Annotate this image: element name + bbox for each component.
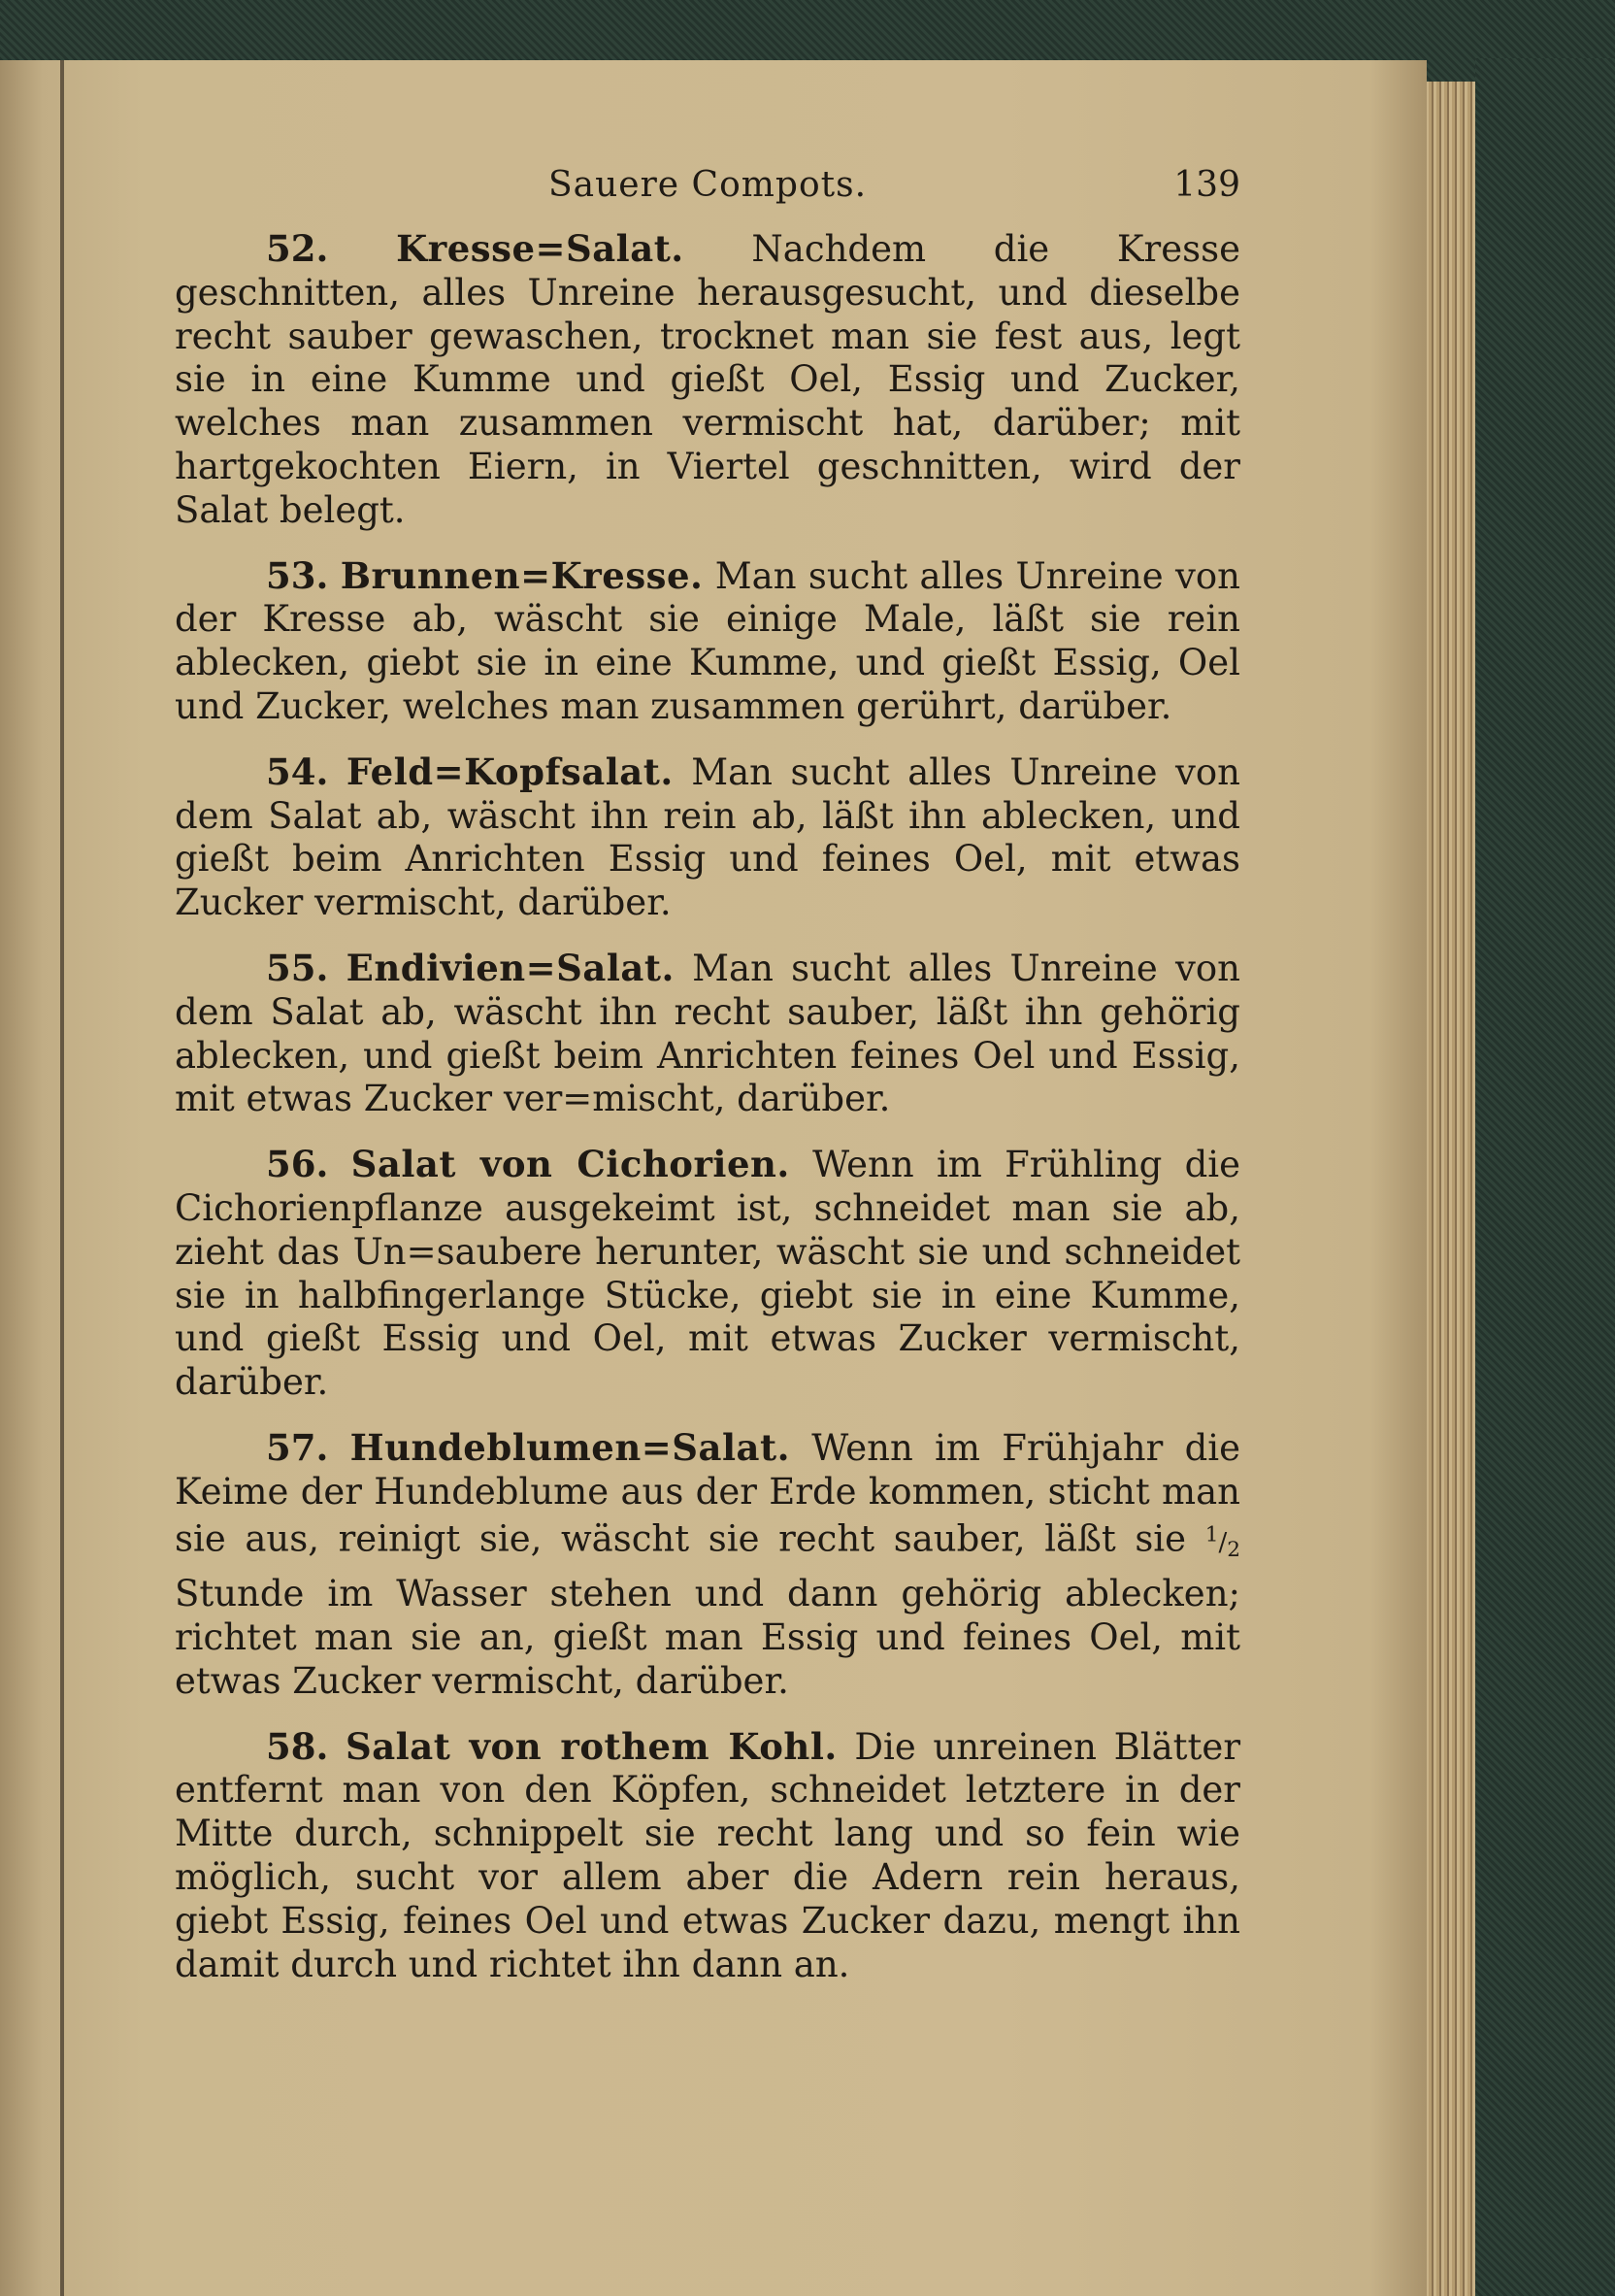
recipe-text: Nachdem die Kresse geschnitten, alles Unreine herausgesucht, und dieselbe recht sauber gewaschen, trocknet man sie fest aus, legt sie in eine Kumme und gießt Oel, Essig und Zucker, welches man zusammen vermischt hat, darüber; mit hartgekochten Eiern, in Viertel geschnitten, wird der Salat belegt. bbox=[175, 228, 1240, 531]
recipe-title: Salat von Cichorien. bbox=[350, 1143, 790, 1186]
recipe-number: 58. bbox=[266, 1724, 329, 1768]
recipe-title: Brunnen=Kresse. bbox=[340, 553, 704, 597]
book-cover-right bbox=[1475, 58, 1615, 2296]
recipe-text: Die unreinen Blätter entfernt man von den Köpfen, schneidet letztere in der Mitte durch, schnippelt sie recht lang und so fein wie möglich, sucht vor allem aber die Adern rein heraus, giebt Essig, feines Oel und etwas Zucker dazu, mengt ihn damit durch und richtet ihn dann an. bbox=[175, 1725, 1241, 1985]
recipe-title: Hundeblumen=Salat. bbox=[349, 1425, 790, 1469]
recipe-text: Man sucht alles Unreine von dem Salat ab, wäscht ihn recht sauber, läßt ihn gehörig ablecken, und gießt beim Anrichten feines Oel und Essig, mit etwas Zucker ver=mischt, darüber. bbox=[175, 947, 1240, 1120]
fraction-denominator: 2 bbox=[1227, 1538, 1241, 1563]
fraction: $^1/_2$ bbox=[1204, 1522, 1241, 1563]
recipe-54 bbox=[175, 750, 1240, 925]
recipe-53 bbox=[175, 554, 1240, 729]
recipe-52 bbox=[175, 227, 1240, 533]
fraction-numerator: 1 bbox=[1204, 1522, 1219, 1547]
recipe-57 bbox=[175, 1426, 1240, 1704]
recipe-number: 53. bbox=[266, 553, 329, 597]
recipe-title: Kresse=Salat. bbox=[396, 227, 684, 270]
page-header bbox=[175, 165, 1240, 227]
recipe-number: 55. bbox=[266, 946, 329, 989]
recipe-title: Endivien=Salat. bbox=[346, 946, 675, 989]
recipe-text: Wenn im Frühjahr die Keime der Hundeblume aus der Erde kommen, sticht man sie aus, reinigt sie, wäscht sie recht sauber, läßt sie bbox=[175, 1426, 1241, 1560]
book-page bbox=[0, 60, 1427, 2296]
gutter-binding bbox=[60, 60, 64, 2296]
recipe-58 bbox=[175, 1725, 1240, 1987]
page-content bbox=[175, 165, 1240, 2008]
recipe-title: Salat von rothem Kohl. bbox=[345, 1724, 838, 1768]
recipe-number: 57. bbox=[266, 1425, 329, 1469]
recipe-number: 56. bbox=[266, 1143, 329, 1186]
page-number: 139 bbox=[1173, 165, 1240, 205]
running-head: Sauere Compots. bbox=[547, 165, 868, 205]
recipe-number: 54. bbox=[266, 749, 329, 793]
recipe-title: Feld=Kopfsalat. bbox=[346, 749, 674, 793]
recipe-56 bbox=[175, 1143, 1240, 1405]
recipe-number: 52. bbox=[266, 227, 329, 270]
recipe-55 bbox=[175, 947, 1240, 1121]
recipe-text: Man sucht alles Unreine von dem Salat ab, wäscht ihn rein ab, läßt ihn ablecken, und gießt beim Anrichten Essig und feines Oel, mit etwas Zucker vermischt, darüber. bbox=[175, 750, 1240, 924]
recipe-text: Stunde im Wasser stehen und dann gehörig ablecken; richtet man sie an, gießt man Essig und feines Oel, mit etwas Zucker vermischt, darüber. bbox=[175, 1573, 1240, 1702]
recipe-text: Wenn im Frühling die Cichorienpflanze ausgekeimt ist, schneidet man sie ab, zieht das Un=saubere herunter, wäscht sie und schneidet sie in halbfingerlange Stücke, giebt sie in eine Kumme, und gießt Essig und Oel, mit etwas Zucker vermischt, darüber. bbox=[175, 1144, 1241, 1404]
recipe-text: Man sucht alles Unreine von der Kresse ab, wäscht sie einige Male, läßt sie rein ablecken, giebt sie in eine Kumme, und gießt Essig, Oel und Zucker, welches man zusammen gerührt, darüber. bbox=[175, 554, 1240, 727]
